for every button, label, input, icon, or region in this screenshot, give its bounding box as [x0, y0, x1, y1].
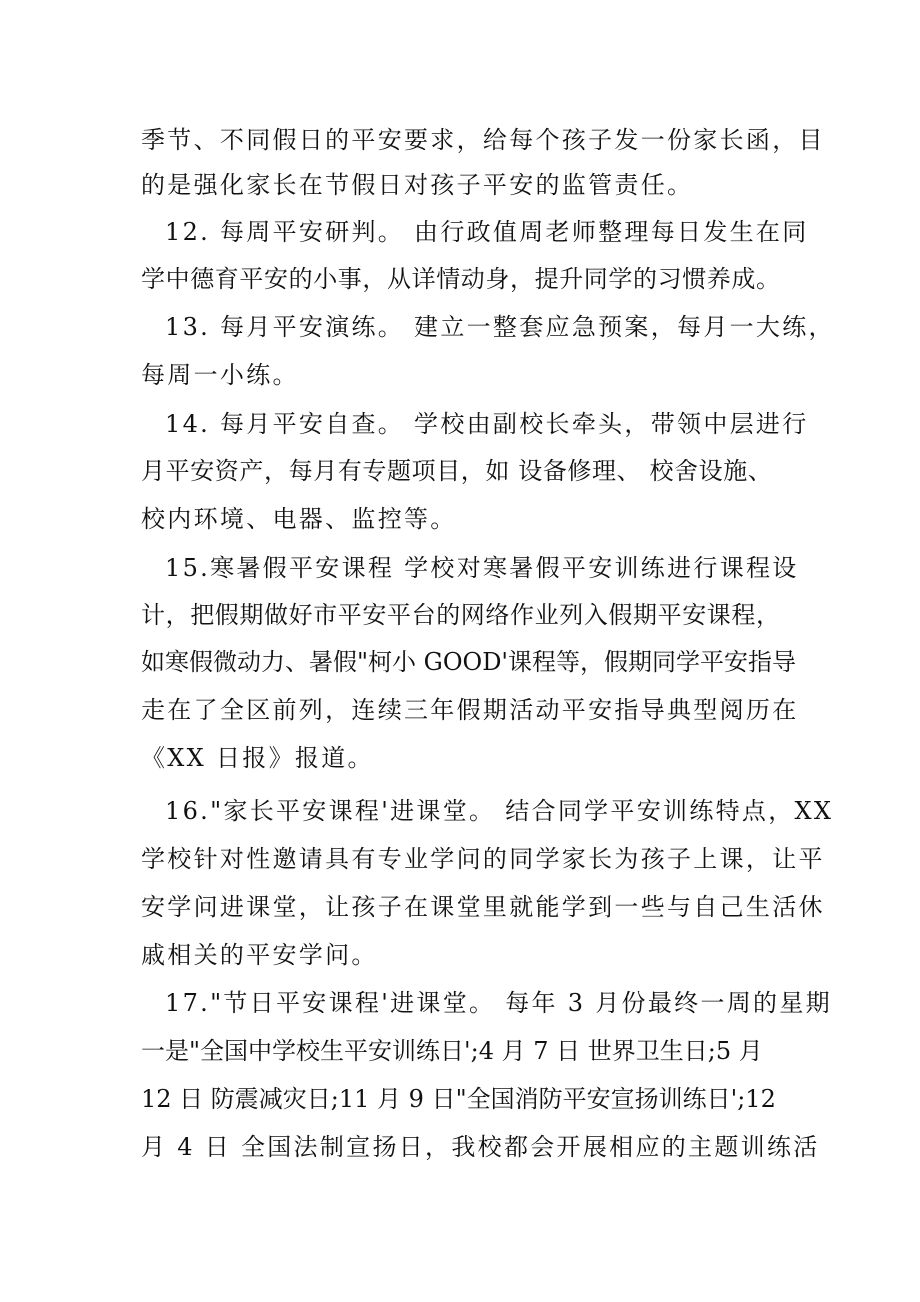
text-line: 的是强化家长在节假日对孩子平安的监管责任。: [141, 171, 694, 199]
text-line: 安学问进课堂，让孩子在课堂里就能学到一些与自己生活休: [141, 893, 825, 921]
text-line: 月 4 日 全国法制宣扬日，我校都会开展相应的主题训练活: [141, 1133, 820, 1161]
text-line: 《XX 日报》报道。: [141, 744, 374, 772]
text-line: 校内环境、电器、监控等。: [141, 505, 457, 533]
text-line: 14. 每月平安自查。 学校由副校长牵头，带领中层进行: [165, 410, 809, 438]
text-line: 17."节日平安课程'进课堂。 每年 3 月份最终一周的星期: [165, 989, 832, 1017]
text-line: 学中德育平安的小事，从详情动身，提升同学的习惯养成。: [141, 265, 781, 293]
text-line: 13. 每月平安演练。 建立一整套应急预案，每月一大练，: [165, 313, 835, 341]
text-line: 戚相关的平安学问。: [141, 941, 378, 969]
text-line: 如寒假微动力、暑假"柯小 GOOD'课程等，假期同学平安指导: [141, 648, 797, 676]
text-line: 季节、不同假日的平安要求，给每个孩子发一份家长函，目: [141, 126, 825, 154]
text-line: 16."家长平安课程'进课堂。 结合同学平安训练特点，XX: [165, 797, 834, 825]
text-line: 走在了全区前列，连续三年假期活动平安指导典型阅历在: [141, 696, 799, 724]
text-line: 计，把假期做好市平安平台的网络作业列入假期平安课程，: [141, 601, 781, 629]
text-line: 15.寒暑假平安课程 学校对寒暑假平安训练进行课程设: [165, 554, 799, 582]
text-line: 12 日 防震减灾日;11 月 9 日"全国消防平安宣扬训练日';12: [141, 1085, 776, 1113]
text-line: 一是"全国中学校生平安训练日';4 月 7 日 世界卫生日;5 月: [141, 1037, 763, 1065]
text-line: 每周一小练。: [141, 361, 299, 389]
text-line: 学校针对性邀请具有专业学问的同学家长为孩子上课，让平: [141, 845, 825, 873]
text-line: 12. 每周平安研判。 由行政值周老师整理每日发生在同: [165, 218, 809, 246]
text-line: 月平安资产，每月有专题项目，如 设备修理、 校舍设施、: [141, 457, 773, 485]
